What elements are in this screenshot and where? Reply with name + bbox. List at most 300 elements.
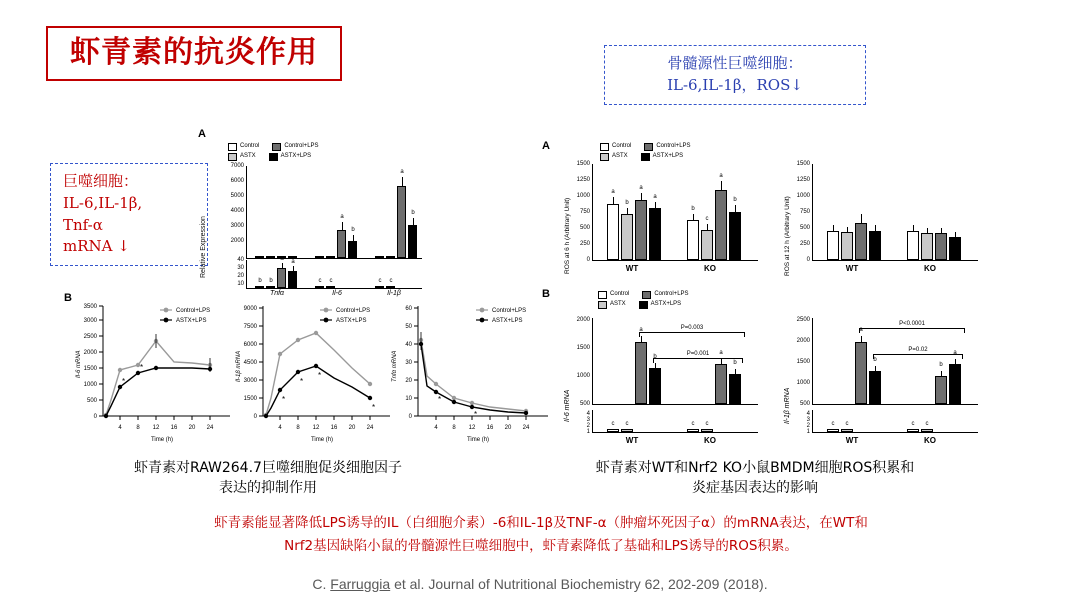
- figure-b-left: [62, 292, 562, 452]
- bar-wt-control-lps-il6: [635, 342, 647, 404]
- err-ko-astx-lps-il1b: [955, 359, 956, 364]
- sig-wt-control-lps-il6: a: [639, 327, 643, 333]
- errorbar-il6-astx-lps: [353, 235, 354, 241]
- caption-left: [118, 458, 418, 499]
- legend3-label-astx-lps: ASTX+LPS: [650, 301, 682, 307]
- err-wt-astx-lps-il1b: [875, 366, 876, 371]
- xtick-tnfa: Tnfα: [269, 290, 285, 297]
- callout-left-line-0: 巨噬细胞：: [63, 172, 139, 190]
- bar-il6-control: [315, 256, 324, 258]
- bar-il1b-astx: [386, 256, 395, 258]
- ytick-il6-2000: 2000: [576, 317, 590, 323]
- err-ko-astx-lps-12h: [955, 232, 956, 237]
- caption-right: [590, 458, 920, 499]
- bar-low-il6-astx: [326, 286, 335, 288]
- callout-left-line-3: mRNA ↓: [63, 237, 130, 256]
- err-ko-astx-12h: [927, 228, 928, 233]
- legend-figure-a-left: [228, 142, 378, 162]
- sig-ko-astx-lps-il6: b: [733, 360, 737, 366]
- svg-text:4: 4: [434, 425, 438, 431]
- pvalue-label-il6-1: P=0.003: [680, 325, 704, 331]
- summary-line-1: Nrf2基因缺陷小鼠的骨髓源性巨噬细胞中，虾青素降低了基础和LPS诱导的ROS积累。: [284, 537, 798, 554]
- svg-text:8: 8: [296, 425, 300, 431]
- bar-il1b-astx-lps: [408, 225, 417, 258]
- figure-a-right: [540, 140, 1000, 285]
- ytick12h-500: 500: [799, 225, 810, 231]
- svg-text:24: 24: [522, 425, 530, 431]
- legend-label-control-lps: Control+LPS: [284, 143, 319, 149]
- ytick6h-250: 250: [579, 241, 590, 247]
- bar-wt-control-12h: [827, 231, 839, 260]
- ytick-il6-1500: 1500: [576, 345, 590, 351]
- err-wt-astx-lps-12h: [875, 225, 876, 231]
- svg-text:40: 40: [405, 342, 412, 348]
- svg-text:500: 500: [86, 398, 97, 404]
- ytick6h-1500: 1500: [576, 161, 590, 167]
- plot-il1b-bmdm-lower: [812, 410, 978, 433]
- reference-pre: C.: [312, 576, 331, 592]
- legend2-label-control-lps: Control+LPS: [656, 143, 691, 149]
- axis-label-il6-bmdm: Il-6 mRNA: [564, 389, 571, 422]
- bar-low-tnfa-astx-lps: [288, 271, 297, 288]
- page-title: [46, 26, 342, 81]
- panel-label-b-right: B: [542, 288, 550, 300]
- bar-ko-control-il1b: [907, 429, 919, 432]
- sig-ko-control-lps-6h: a: [719, 173, 723, 179]
- sig-ko-control-6h: b: [691, 206, 695, 212]
- legend-figure-b-right: [598, 290, 778, 310]
- sig-wt-control-lps-il1b: a: [859, 327, 863, 333]
- sig-il1b-astx: c: [389, 278, 393, 284]
- sig-ko-astx-lps-il1b: a: [953, 350, 957, 356]
- axis-label-ros12h: ROS at 12 h (Arbitrary Unit): [784, 196, 791, 276]
- plot-il6-bmdm-upper: [592, 318, 758, 405]
- sig-wt-astx-lps-il1b: b: [873, 357, 877, 363]
- svg-text:Time (h): Time (h): [466, 437, 490, 443]
- caption-right-line-0: 虾青素对WT和Nrf2 KO小鼠BMDM细胞ROS积累和: [595, 460, 915, 476]
- err-wt-astx-6h: [627, 208, 628, 214]
- err-wt-astx-lps-6h: [655, 202, 656, 208]
- svg-text:6000: 6000: [243, 342, 257, 348]
- ytick-il1b-2500: 2500: [796, 317, 810, 323]
- sig-wt-astx-il1b: c: [845, 421, 849, 427]
- ytick-il6-1000: 1000: [576, 373, 590, 379]
- xtick-il1b: Il-1β: [387, 290, 401, 297]
- ytick-il6-2: 2: [586, 423, 590, 429]
- ytick-3000: 3000: [230, 223, 244, 229]
- bar-low-il1b-control: [375, 286, 384, 288]
- err-wt-control-lps-12h: [861, 214, 862, 223]
- svg-text:4: 4: [278, 425, 282, 431]
- sig-wt-astx-6h: b: [625, 200, 629, 206]
- err-ko-control-6h: [693, 214, 694, 220]
- figure-a-left: [198, 128, 438, 297]
- sig-tnfa-control: b: [258, 278, 262, 284]
- svg-text:Time (h): Time (h): [150, 437, 174, 443]
- svg-text:20: 20: [188, 425, 196, 431]
- errorbar-low-tnfa-astx-lps: [293, 266, 294, 271]
- axis-label-ros6h: ROS at 6 h (Arbitrary Unit): [564, 197, 571, 274]
- sig-wt-astx-lps-6h: a: [653, 194, 657, 200]
- svg-text:12: 12: [312, 425, 320, 431]
- ytick-il1b-1: 1: [806, 429, 810, 435]
- bar-ko-astx-12h: [921, 233, 933, 260]
- xtick-il6-wt: WT: [625, 436, 639, 445]
- legend2-label-astx: ASTX: [612, 153, 628, 159]
- bar-ko-astx-6h: [701, 230, 713, 260]
- xtick-il1b-ko: KO: [924, 436, 936, 445]
- legend3-label-astx: ASTX: [610, 301, 626, 307]
- reference-post: et al. Journal of Nutritional Biochemistry 62, 202-209 (2018).: [390, 576, 768, 592]
- pvalue-label-il1b-1: P<0.0001: [899, 321, 925, 327]
- errorbar-low-tnfa-control-lps: [282, 263, 283, 268]
- svg-text:2000: 2000: [83, 350, 97, 356]
- callout-bmdm: [604, 45, 866, 105]
- bar-wt-astx-6h: [621, 214, 633, 260]
- svg-text:3000: 3000: [243, 378, 257, 384]
- err-wt-control-lps-6h: [641, 193, 642, 200]
- bar-ko-control-12h: [907, 231, 919, 260]
- svg-text:ASTX+LPS: ASTX+LPS: [336, 318, 367, 324]
- reference-author-underlined: Farruggia: [330, 576, 391, 592]
- ytick6h-1250: 1250: [576, 177, 590, 183]
- pvalue-bracket-il6-2: [653, 351, 743, 363]
- ytick-il1b-500: 500: [799, 401, 810, 407]
- svg-text:3000: 3000: [83, 318, 97, 324]
- svg-text:*: *: [122, 377, 126, 386]
- ytick12h-0: 0: [806, 257, 810, 263]
- errorbar-il6-control-lps: [342, 222, 343, 230]
- legend-swatch-astx: [228, 153, 237, 161]
- err-ko-control-lps-6h: [721, 181, 722, 190]
- bar-wt-astx-il6: [621, 429, 633, 432]
- svg-text:*: *: [300, 377, 304, 386]
- svg-text:Control+LPS: Control+LPS: [336, 308, 371, 314]
- ytick-20: 20: [237, 273, 244, 279]
- pvalue-bracket-il1b-1: [859, 321, 965, 333]
- sig-ko-control-lps-il6: a: [719, 350, 723, 356]
- bar-ko-astx-il1b: [921, 429, 933, 432]
- svg-text:60: 60: [405, 306, 412, 312]
- callout-right-line-0: 骨髓源性巨噬细胞：: [667, 54, 803, 72]
- bar-il6-control-lps: [337, 230, 346, 258]
- svg-text:Control+LPS: Control+LPS: [176, 308, 211, 314]
- bar-wt-control-lps-6h: [635, 200, 647, 260]
- bar-ko-control-il6: [687, 429, 699, 432]
- figure-b-right: [540, 288, 1000, 453]
- sig-tnfa-astx-lps: a: [291, 259, 295, 265]
- svg-text:9000: 9000: [243, 306, 257, 312]
- err-wt-control-6h: [613, 197, 614, 204]
- callout-left-line-2: Tnf-α: [63, 215, 103, 234]
- caption-left-line-1: 表达的抑制作用: [219, 480, 317, 497]
- ytick-il1b-3: 3: [806, 417, 810, 423]
- svg-text:8: 8: [452, 425, 456, 431]
- ytick6h-750: 750: [579, 209, 590, 215]
- sig-ko-astx-lps-6h: b: [733, 197, 737, 203]
- ytick-il1b-1000: 1000: [796, 380, 810, 386]
- bar-tnfa-astx-lps: [288, 256, 297, 258]
- sig-ko-astx-il1b: c: [925, 421, 929, 427]
- summary-line-0: 虾青素能显著降低LPS诱导的IL（白细胞介素）-6和IL-1β及TNF-α（肿瘤坏死因子α）的mRNA表达，在WT和: [214, 515, 868, 531]
- legend-label-control: Control: [240, 143, 260, 149]
- svg-text:1500: 1500: [83, 366, 97, 372]
- bar-ko-astx-il6: [701, 429, 713, 432]
- svg-text:4500: 4500: [243, 360, 257, 366]
- plot-il6-bmdm-lower: [592, 410, 758, 433]
- bar-ko-astx-lps-6h: [729, 212, 741, 260]
- bar-low-tnfa-control: [255, 286, 264, 288]
- legend3-label-control-lps: Control+LPS: [654, 291, 689, 297]
- legend3-swatch-astx-lps: [639, 301, 648, 309]
- err-ko-control-lps-12h: [941, 228, 942, 233]
- svg-text:Il-6 mRNA: Il-6 mRNA: [76, 350, 82, 378]
- svg-text:10: 10: [405, 396, 412, 402]
- svg-text:20: 20: [348, 425, 356, 431]
- bar-ko-control-lps-12h: [935, 233, 947, 260]
- ytick-il6-4: 4: [586, 411, 590, 417]
- legend-swatch-control-lps: [272, 143, 281, 151]
- svg-text:1500: 1500: [243, 396, 257, 402]
- err-wt-control-12h: [833, 225, 834, 231]
- sig-il6-control: c: [318, 278, 322, 284]
- ytick12h-1250: 1250: [796, 177, 810, 183]
- ytick-30: 30: [237, 265, 244, 271]
- panel-label-b-left: B: [64, 292, 72, 304]
- svg-text:*: *: [372, 403, 376, 412]
- bar-ko-astx-lps-il6: [729, 374, 741, 404]
- legend3-label-control: Control: [610, 291, 630, 297]
- ytick12h-1000: 1000: [796, 193, 810, 199]
- err-wt-astx-12h: [847, 227, 848, 232]
- bar-wt-astx-lps-6h: [649, 208, 661, 260]
- legend2-swatch-astx: [600, 153, 609, 161]
- bar-tnfa-astx: [266, 256, 275, 258]
- legend2-swatch-control-lps: [644, 143, 653, 151]
- svg-text:12: 12: [152, 425, 160, 431]
- xtick6h-ko: KO: [704, 264, 716, 273]
- bar-ko-control-lps-6h: [715, 190, 727, 260]
- ytick-il1b-2: 2: [806, 423, 810, 429]
- svg-text:*: *: [282, 395, 286, 404]
- chart-il1b-timecourse: [230, 298, 400, 448]
- bar-low-il6-control: [315, 286, 324, 288]
- svg-text:2500: 2500: [83, 334, 97, 340]
- svg-text:30: 30: [405, 360, 412, 366]
- sig-wt-control-il1b: c: [831, 421, 835, 427]
- sig-ko-astx-6h: c: [705, 216, 709, 222]
- bar-low-il1b-astx: [386, 286, 395, 288]
- err-wt-control-lps-il1b: [861, 336, 862, 342]
- legend-label-astx: ASTX: [240, 153, 256, 159]
- errorbar-il1b-control-lps: [402, 177, 403, 186]
- callout-right-line-1: IL-6,IL-1β，ROS↓: [667, 75, 803, 94]
- sig-wt-control-6h: a: [611, 189, 615, 195]
- xtick12h-ko: KO: [924, 264, 936, 273]
- xtick-il6-ko: KO: [704, 436, 716, 445]
- caption-right-line-1: 炎症基因表达的影响: [692, 480, 818, 497]
- svg-text:*: *: [318, 371, 322, 380]
- legend-label-astx-lps: ASTX+LPS: [280, 153, 312, 159]
- sig-tnfa-control-lps: a: [280, 256, 284, 262]
- bar-ko-astx-lps-12h: [949, 237, 961, 260]
- svg-text:8: 8: [136, 425, 140, 431]
- chart-ros-6h: [558, 162, 768, 280]
- chart-il6-bmdm: [558, 314, 768, 449]
- ytick-7000: 7000: [230, 163, 244, 169]
- err-wt-astx-lps-il6: [655, 363, 656, 368]
- legend2-swatch-astx-lps: [641, 153, 650, 161]
- bar-wt-astx-il1b: [841, 429, 853, 432]
- bar-low-tnfa-control-lps: [277, 268, 286, 288]
- bar-wt-control-il6: [607, 429, 619, 432]
- plot-il1b-bmdm-upper: [812, 318, 978, 405]
- axis-label-il1b-bmdm: Il-1β mRNA: [784, 387, 791, 424]
- xtick6h-wt: WT: [625, 264, 639, 273]
- err-ko-control-12h: [913, 225, 914, 231]
- bar-il6-astx-lps: [348, 241, 357, 258]
- ytick-il6-3: 3: [586, 417, 590, 423]
- pvalue-label-il1b-2: P=0.02: [908, 347, 928, 353]
- bar-low-tnfa-astx: [266, 286, 275, 288]
- svg-text:16: 16: [170, 425, 178, 431]
- err-ko-control-lps-il1b: [941, 371, 942, 376]
- ytick-il6-500: 500: [579, 401, 590, 407]
- sig-il1b-astx-lps: b: [411, 210, 415, 216]
- bar-wt-astx-lps-il1b: [869, 371, 881, 404]
- svg-text:20: 20: [405, 378, 412, 384]
- pvalue-label-il6-2: P=0.001: [686, 351, 710, 357]
- ytick-5000: 5000: [230, 193, 244, 199]
- svg-text:1000: 1000: [83, 382, 97, 388]
- ytick-il1b-2000: 2000: [796, 338, 810, 344]
- ytick12h-250: 250: [799, 241, 810, 247]
- ytick-40: 40: [237, 257, 244, 263]
- err-ko-astx-lps-6h: [735, 205, 736, 212]
- sig-tnfa-astx: b: [269, 278, 273, 284]
- page-title-text: 虾青素的抗炎作用: [70, 35, 318, 70]
- sig-il6-astx-lps: b: [351, 227, 355, 233]
- svg-text:0: 0: [408, 414, 412, 420]
- legend2-label-control: Control: [612, 143, 632, 149]
- plot-area-lower: [246, 256, 422, 289]
- svg-text:Time (h): Time (h): [310, 437, 334, 443]
- chart-il6-timecourse: [70, 298, 240, 448]
- errorbar-il1b-astx-lps: [413, 218, 414, 225]
- svg-text:16: 16: [486, 425, 494, 431]
- svg-il6-timecourse: [70, 298, 240, 448]
- sig-wt-control-lps-6h: a: [639, 185, 643, 191]
- sig-il6-control-lps: a: [340, 214, 344, 220]
- callout-macrophage: [50, 163, 208, 266]
- ytick-il1b-1500: 1500: [796, 359, 810, 365]
- caption-left-line-0: 虾青素对RAW264.7巨噬细胞促炎细胞因子: [134, 460, 402, 476]
- svg-text:Tnfα mRNA: Tnfα mRNA: [392, 350, 398, 382]
- legend2-swatch-control: [600, 143, 609, 151]
- panel-label-a-right: A: [542, 140, 550, 152]
- svg-text:Il-1β mRNA: Il-1β mRNA: [236, 350, 242, 382]
- bar-ko-control-6h: [687, 220, 699, 260]
- reference-line: [0, 576, 1080, 592]
- xtick-il1b-wt: WT: [845, 436, 859, 445]
- sig-il6-astx: c: [329, 278, 333, 284]
- svg-text:ASTX+LPS: ASTX+LPS: [492, 318, 523, 324]
- sig-ko-control-il6: c: [691, 421, 695, 427]
- callout-left-line-1: IL-6,IL-1β,: [63, 193, 143, 212]
- svg-text:ASTX+LPS: ASTX+LPS: [176, 318, 207, 324]
- svg-text:4: 4: [118, 425, 122, 431]
- sig-il1b-control-lps: a: [400, 169, 404, 175]
- legend3-swatch-control: [598, 291, 607, 299]
- panel-label-a-left: A: [198, 128, 206, 140]
- legend-swatch-astx-lps: [269, 153, 278, 161]
- bar-wt-control-6h: [607, 204, 619, 260]
- chart-ros-12h: [778, 162, 988, 280]
- plot-area-upper: [246, 166, 422, 259]
- ytick-il1b-4: 4: [806, 411, 810, 417]
- bar-wt-control-il1b: [827, 429, 839, 432]
- ytick6h-500: 500: [579, 225, 590, 231]
- sig-ko-control-lps-il1b: b: [939, 362, 943, 368]
- svg-text:*: *: [438, 395, 442, 404]
- legend3-swatch-astx: [598, 301, 607, 309]
- legend-swatch-control: [228, 143, 237, 151]
- svg-text:50: 50: [405, 324, 412, 330]
- axis-label-relative-expression: Relative Expression: [200, 216, 207, 278]
- sig-wt-astx-il6: c: [625, 421, 629, 427]
- svg-text:0: 0: [93, 414, 97, 420]
- svg-text:12: 12: [468, 425, 476, 431]
- svg-text:24: 24: [206, 425, 214, 431]
- err-ko-astx-6h: [707, 224, 708, 230]
- sig-il1b-control: c: [378, 278, 382, 284]
- bar-wt-control-lps-il1b: [855, 342, 867, 404]
- summary-text: [86, 512, 996, 558]
- bar-tnfa-control: [255, 256, 264, 258]
- ytick-6000: 6000: [230, 178, 244, 184]
- ytick-4000: 4000: [230, 208, 244, 214]
- bar-wt-control-lps-12h: [855, 223, 867, 260]
- bar-il1b-control: [375, 256, 384, 258]
- bar-wt-astx-lps-il6: [649, 368, 661, 404]
- legend2-label-astx-lps: ASTX+LPS: [652, 153, 684, 159]
- ytick-10: 10: [237, 281, 244, 287]
- svg-text:*: *: [474, 410, 478, 419]
- chart-il1b-bmdm: [778, 314, 988, 449]
- svg-text:Control+LPS: Control+LPS: [492, 308, 527, 314]
- svg-text:24: 24: [366, 425, 374, 431]
- ytick-il6-1: 1: [586, 429, 590, 435]
- ytick-2000: 2000: [230, 238, 244, 244]
- xtick-il6: Il-6: [332, 290, 342, 297]
- pvalue-bracket-il1b-2: [873, 347, 963, 359]
- bar-il1b-control-lps: [397, 186, 406, 258]
- bar-il6-astx: [326, 256, 335, 258]
- bar-ko-control-lps-il1b: [935, 376, 947, 404]
- ytick6h-1000: 1000: [576, 193, 590, 199]
- xtick12h-wt: WT: [845, 264, 859, 273]
- plot-ros-6h: [592, 164, 758, 261]
- svg-text:20: 20: [504, 425, 512, 431]
- ytick12h-750: 750: [799, 209, 810, 215]
- svg-text:0: 0: [253, 414, 257, 420]
- legend-figure-a-right: [600, 142, 780, 162]
- bar-ko-control-lps-il6: [715, 364, 727, 404]
- sig-wt-control-il6: c: [611, 421, 615, 427]
- sig-ko-astx-il6: c: [705, 421, 709, 427]
- pvalue-bracket-il6-1: [639, 325, 745, 337]
- bar-ko-astx-lps-il1b: [949, 364, 961, 404]
